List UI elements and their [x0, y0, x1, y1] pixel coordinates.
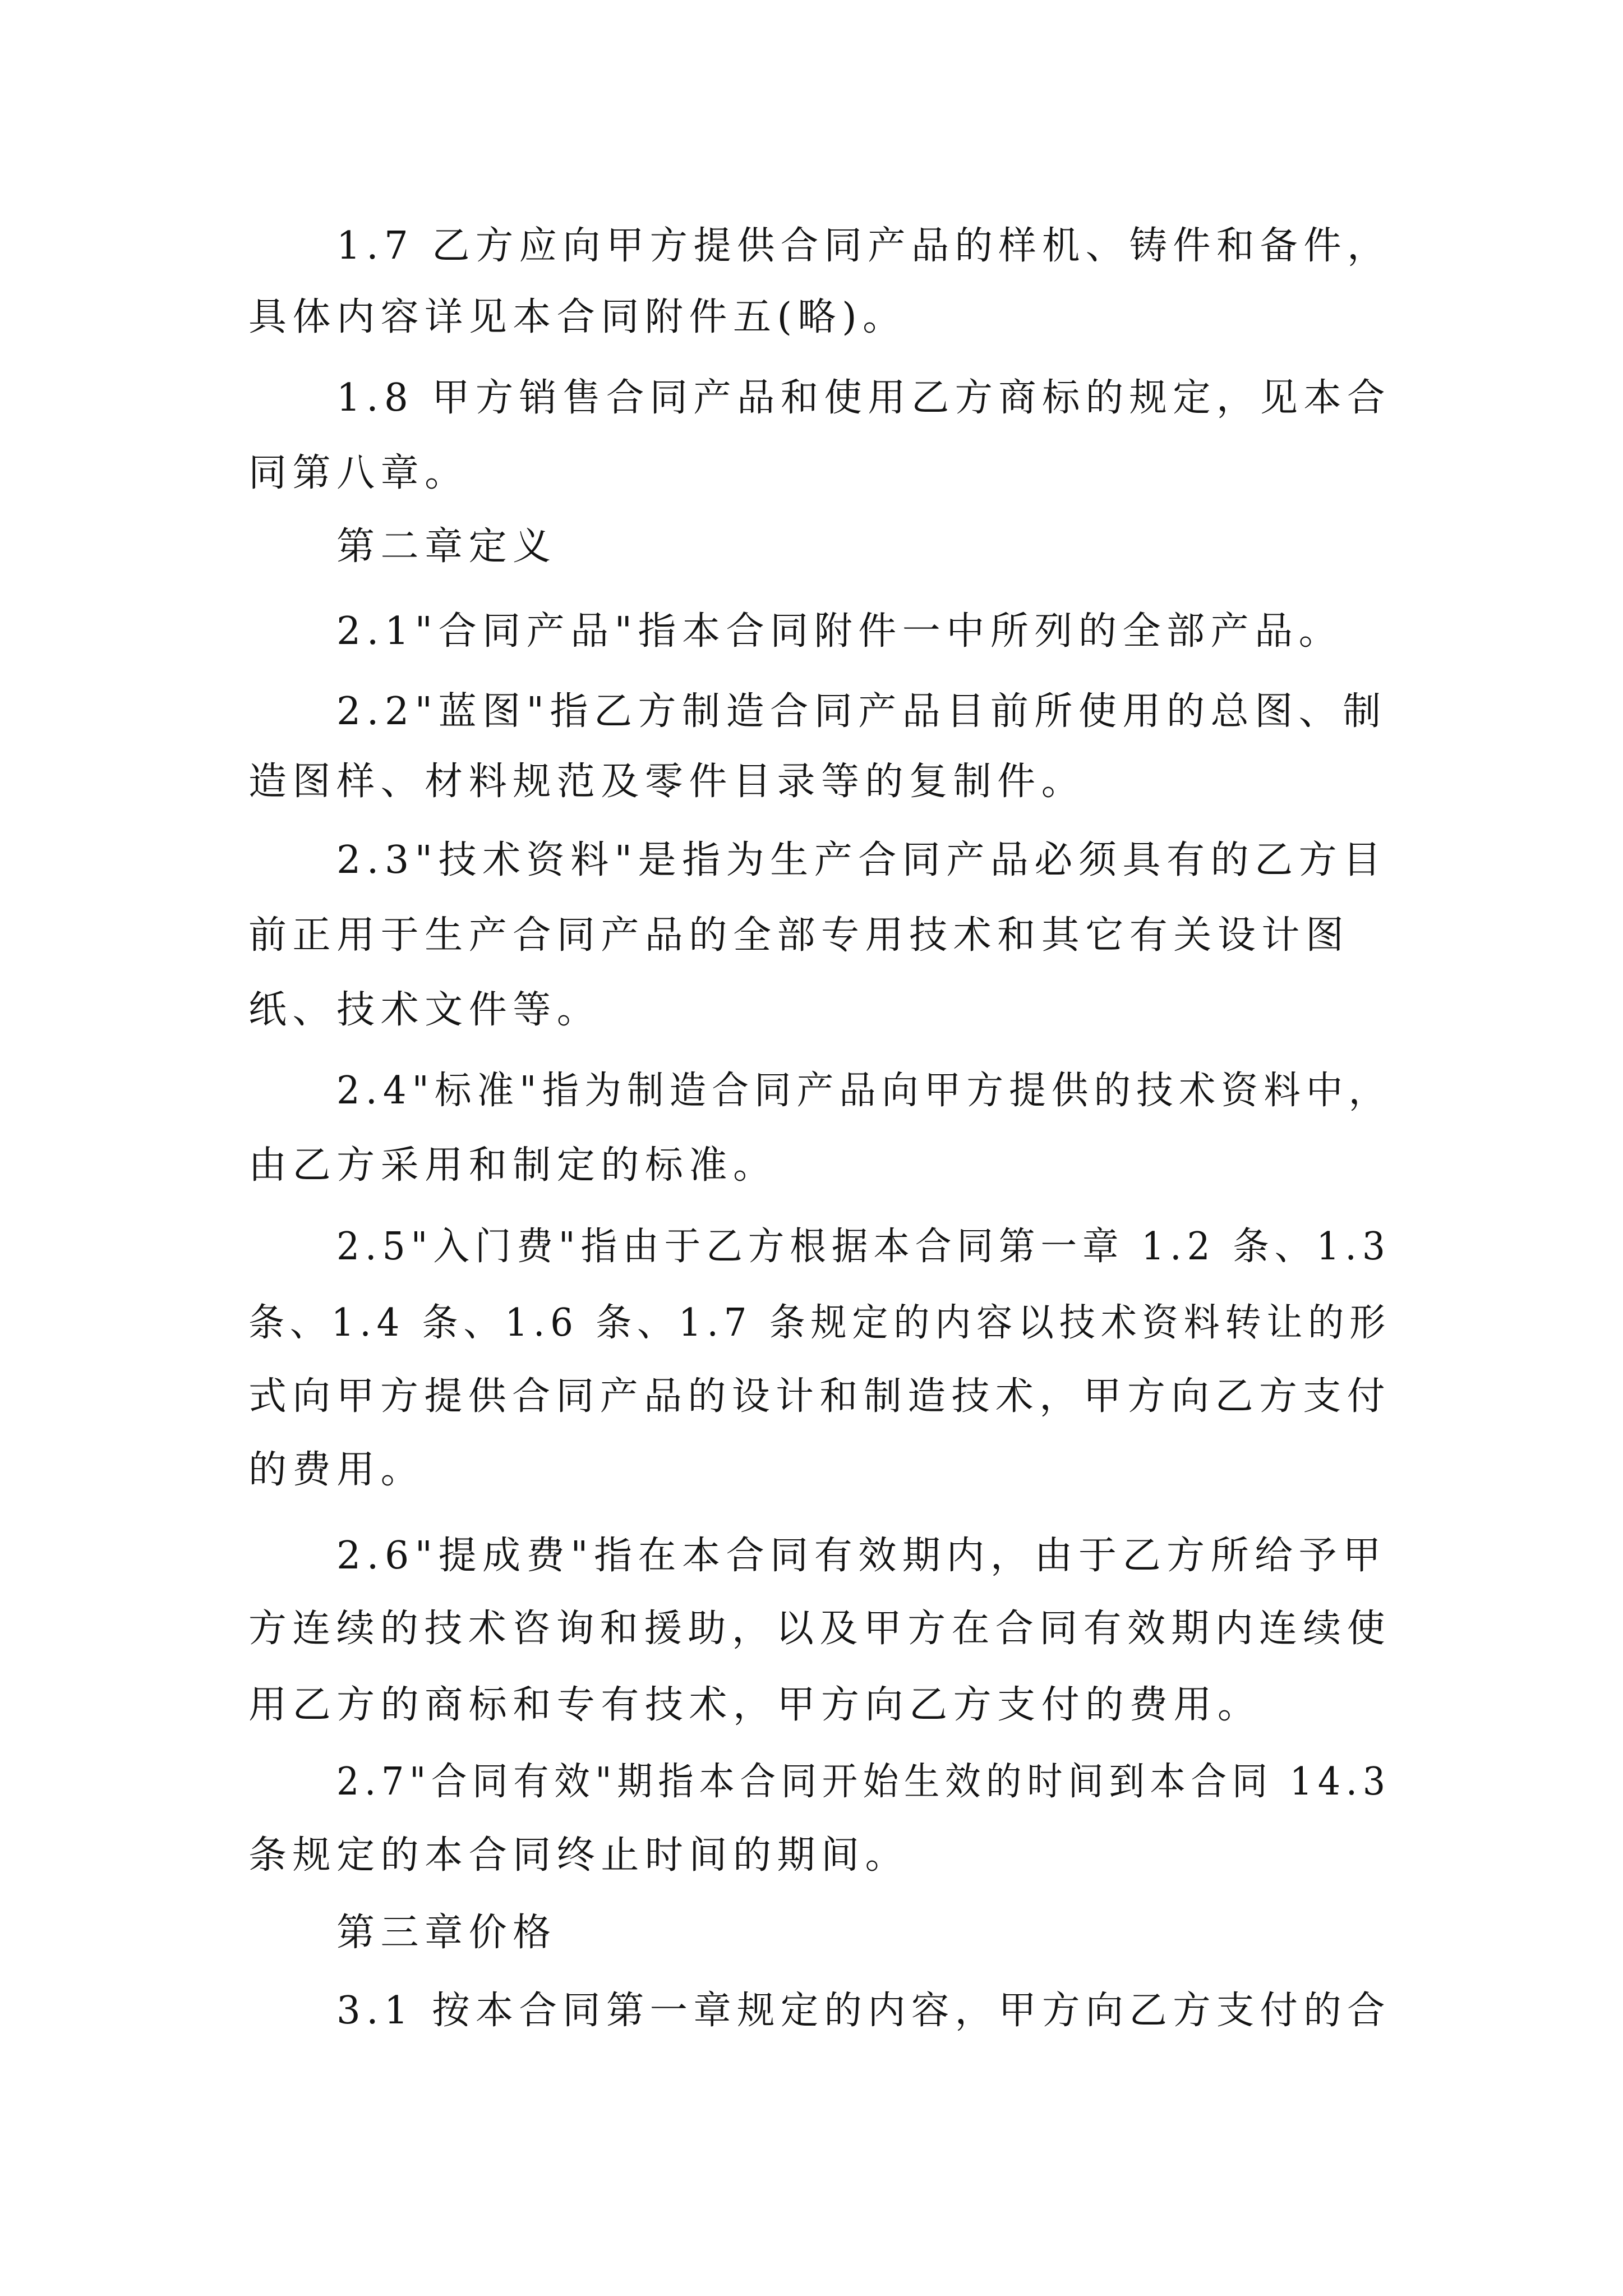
text-line: 条、1.4 条、1.6 条、1.7 条规定的内容以技术资料转让的形 — [248, 1301, 1391, 1345]
text-line: 具体内容详见本合同附件五(略)。 — [248, 295, 907, 339]
text-line: 条规定的本合同终止时间的期间。 — [248, 1833, 910, 1878]
text-line: 前正用于生产合同产品的全部专用技术和其它有关设计图 — [248, 913, 1350, 958]
text-line: 2.5"入门费"指由于乙方根据本合同第一章 1.2 条、1.3 — [336, 1225, 1391, 1269]
text-line: 用乙方的商标和专有技术，甲方向乙方支付的费用。 — [248, 1683, 1262, 1727]
text-line: 3.1 按本合同第一章规定的内容，甲方向乙方支付的合 — [336, 1989, 1391, 2033]
text-line: 造图样、材料规范及零件目录等的复制件。 — [248, 760, 1086, 804]
text-line: 2.2"蓝图"指乙方制造合同产品目前所使用的总图、制 — [336, 689, 1387, 734]
text-line: 2.1"合同产品"指本合同附件一中所列的全部产品。 — [336, 609, 1343, 654]
text-line: 同第八章。 — [248, 451, 469, 495]
text-line: 1.8 甲方销售合同产品和使用乙方商标的规定，见本合 — [336, 376, 1391, 420]
text-line: 式向甲方提供合同产品的设计和制造技术，甲方向乙方支付 — [248, 1374, 1391, 1419]
text-line: 2.3"技术资料"是指为生产合同产品必须具有的乙方目 — [336, 838, 1387, 882]
text-line: 2.6"提成费"指在本合同有效期内，由于乙方所给予甲 — [336, 1534, 1387, 1578]
text-line: 的费用。 — [248, 1448, 425, 1492]
text-line: 2.4"标准"指为制造合同产品向甲方提供的技术资料中， — [336, 1069, 1391, 1113]
section-heading: 第二章定义 — [336, 524, 557, 569]
section-heading: 第三章价格 — [336, 1911, 557, 1955]
text-line: 方连续的技术咨询和援助，以及甲方在合同有效期内连续使 — [248, 1607, 1391, 1651]
text-line: 纸、技术文件等。 — [248, 988, 601, 1032]
text-line: 2.7"合同有效"期指本合同开始生效的时间到本合同 14.3 — [336, 1760, 1391, 1804]
text-line: 1.7 乙方应向甲方提供合同产品的样机、铸件和备件， — [336, 224, 1391, 268]
text-line: 由乙方采用和制定的标准。 — [248, 1143, 777, 1188]
